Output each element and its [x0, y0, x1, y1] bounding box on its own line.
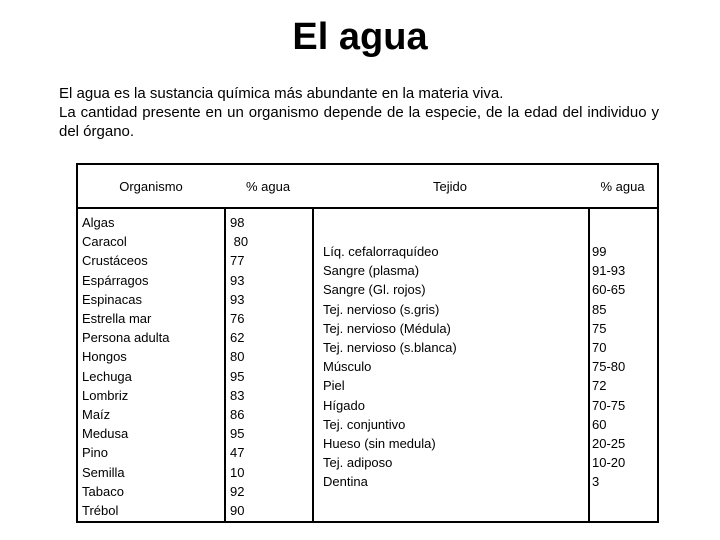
organism-cell: Pino	[82, 445, 109, 461]
tissue-water-cell: 20-25	[592, 436, 626, 452]
header-tejido: Tejido	[433, 179, 467, 194]
organism-cell: Caracol	[82, 234, 127, 250]
tissue-water-cell: 91-93	[592, 263, 626, 279]
tissue-column	[312, 207, 588, 521]
organism-water-cell: 80	[230, 234, 249, 250]
organism-water-cell: 62	[230, 330, 245, 346]
tissue-water-cell: 75-80	[592, 359, 626, 375]
tissue-cell: Hueso (sin medula)	[323, 436, 436, 452]
organism-water-cell: 95	[230, 426, 245, 442]
tissue-cell: Líq. cefalorraquídeo	[323, 244, 439, 259]
organism-cell: Lechuga	[82, 368, 132, 384]
header-agua-organismo: % agua	[245, 179, 291, 194]
tissue-water-cell: 75	[592, 320, 607, 336]
organism-water-cell: 86	[230, 407, 245, 423]
tissue-cell: Tej. nervioso (s.gris)	[323, 301, 440, 317]
organism-water-cell: 93	[230, 272, 245, 288]
organism-cell: Medusa	[82, 426, 129, 442]
intro-text	[59, 84, 659, 141]
header-agua-tejido: % agua	[600, 179, 645, 194]
tissue-cell: Piel	[323, 378, 345, 394]
organism-cell: Espinacas	[82, 291, 142, 307]
tissue-water-cell: 70-75	[592, 397, 626, 413]
header-organismo: Organismo	[119, 179, 183, 194]
organism-cell: Hongos	[82, 349, 127, 365]
page-title: El agua	[292, 16, 428, 58]
organism-water-cell: 83	[230, 387, 245, 403]
organism-cell: Crustáceos	[82, 253, 148, 269]
organism-cell: Algas	[82, 215, 115, 230]
tissue-water-cell: 99	[592, 244, 607, 259]
organism-water-cell: 80	[230, 349, 245, 365]
tissue-cell: Tej. adiposo	[323, 455, 393, 471]
tissue-cell: Tej. nervioso (s.blanca)	[323, 340, 457, 356]
tissue-water-cell: 10-20	[592, 455, 626, 471]
tissue-cell: Dentina	[323, 474, 368, 490]
tissue-water-column	[588, 207, 657, 521]
organism-water-column	[224, 207, 312, 521]
organism-water-cell: 90	[230, 503, 245, 519]
tissue-cell: Tej. nervioso (Médula)	[323, 320, 451, 336]
intro-paragraph-1: El agua es la sustancia química más abundante en la materia viva.	[59, 85, 504, 102]
tissue-cell: Sangre (Gl. rojos)	[323, 282, 426, 298]
tissue-water-cell: 70	[592, 340, 607, 356]
intro-paragraph-2: La cantidad presente en un organismo depende de la especie, de la edad del individuo y del órgano.	[59, 104, 659, 140]
organism-cell: Estrella mar	[82, 311, 152, 327]
organism-water-cell: 47	[230, 445, 245, 461]
organism-cell: Trébol	[82, 503, 119, 519]
water-content-table	[76, 163, 659, 523]
organism-cell: Persona adulta	[82, 330, 170, 346]
tissue-water-cell: 72	[592, 378, 607, 394]
tissue-cell: Músculo	[323, 359, 372, 375]
tissue-cell: Hígado	[323, 397, 365, 413]
organism-water-cell: 95	[230, 368, 245, 384]
organism-column	[78, 207, 224, 521]
organism-cell: Lombriz	[82, 387, 129, 403]
organism-water-cell: 76	[230, 311, 245, 327]
tissue-cell: Tej. conjuntivo	[323, 416, 406, 432]
tissue-cell: Sangre (plasma)	[323, 263, 420, 279]
organism-cell: Espárragos	[82, 272, 149, 288]
organism-cell: Tabaco	[82, 483, 124, 499]
organism-water-cell: 77	[230, 253, 245, 269]
organism-water-cell: 10	[230, 464, 245, 480]
organism-cell: Semilla	[82, 464, 125, 480]
organism-water-cell: 93	[230, 291, 245, 307]
organism-water-cell: 92	[230, 483, 245, 499]
tissue-water-cell: 85	[592, 301, 607, 317]
tissue-water-cell: 60-65	[592, 282, 626, 298]
tissue-water-cell: 3	[592, 474, 600, 490]
tissue-water-cell: 60	[592, 416, 607, 432]
organism-cell: Maíz	[82, 407, 111, 423]
organism-water-cell: 98	[230, 215, 245, 230]
